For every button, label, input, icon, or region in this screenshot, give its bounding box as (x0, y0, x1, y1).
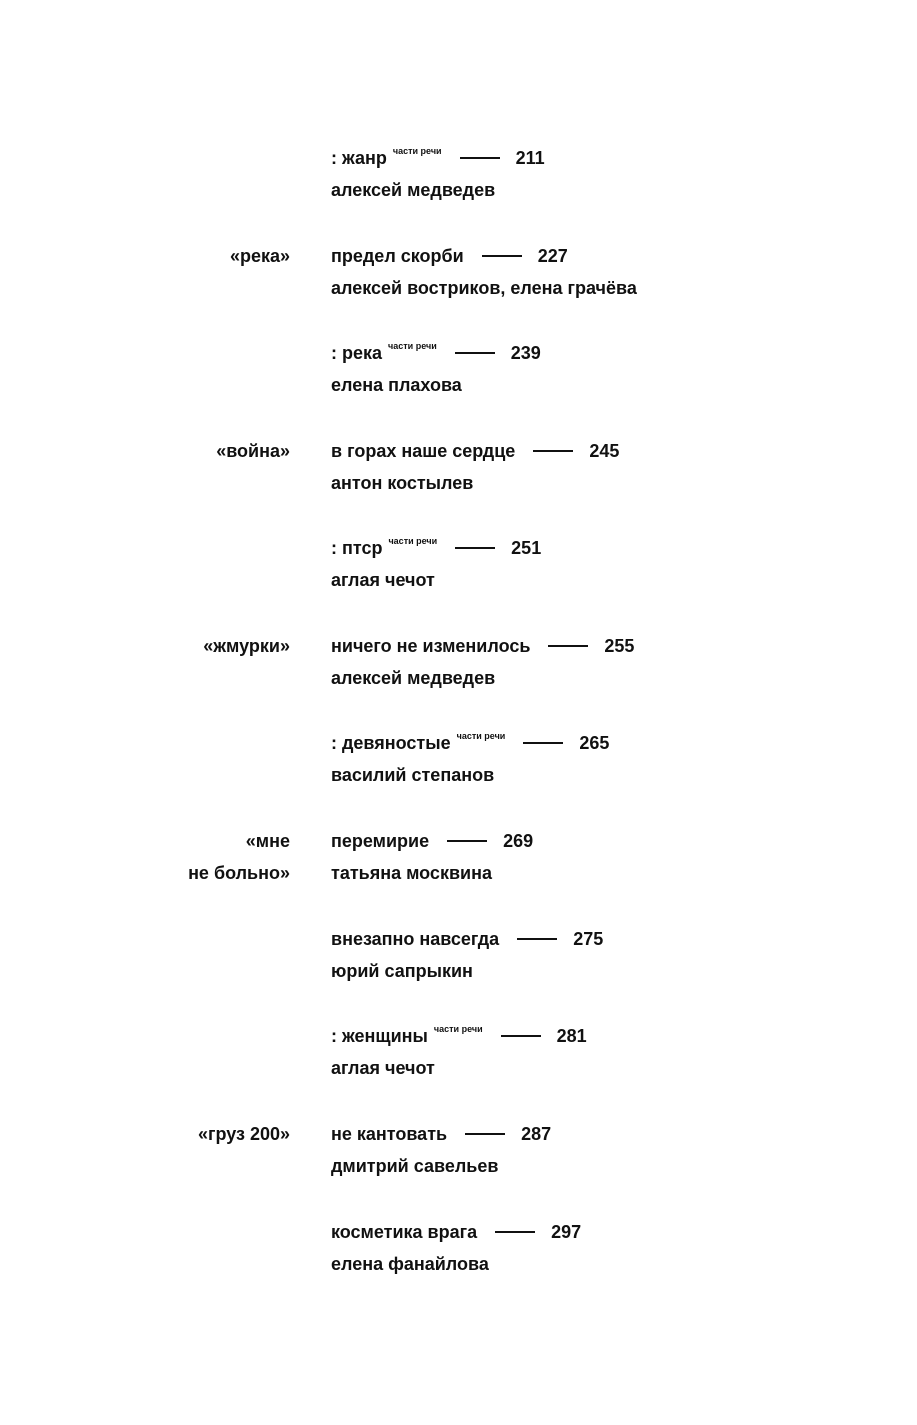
dash-divider (548, 645, 588, 647)
entry-author: татьяна москвина (331, 863, 492, 883)
page-number: 239 (510, 343, 541, 363)
toc-entry[interactable] (331, 337, 891, 401)
toc-entry[interactable] (331, 727, 891, 791)
entry-author: алексей востриков, елена грачёва (331, 278, 637, 298)
section-label-line: «война» (216, 441, 290, 461)
page-number: 227 (537, 246, 568, 266)
entry-author: юрий сапрыкин (331, 961, 473, 981)
entry-rubric: части речи (388, 536, 438, 546)
page-number: 269 (503, 831, 534, 851)
dash-divider (523, 742, 563, 744)
dash-divider (465, 1133, 505, 1135)
section-label-mne-ne-bolno (188, 825, 290, 889)
toc-entry[interactable] (331, 1118, 891, 1182)
dash-divider (533, 450, 573, 452)
dash-divider (482, 255, 522, 257)
toc-entry[interactable] (331, 532, 891, 596)
entry-title-row (331, 1020, 891, 1052)
toc-entry[interactable] (331, 142, 891, 206)
entry-author: василий степанов (331, 765, 495, 785)
entry-author: аглая чечот (331, 1058, 435, 1078)
entry-author: аглая чечот (331, 570, 435, 590)
entry-title: : птср (331, 538, 383, 558)
section-label-line: «груз 200» (197, 1124, 290, 1144)
dash-divider (455, 547, 495, 549)
page-number: 287 (521, 1124, 552, 1144)
entry-title-row (331, 1216, 891, 1248)
entry-title: в горах наше сердце (331, 441, 516, 461)
dash-divider (495, 1231, 535, 1233)
entry-title: предел скорби (331, 246, 464, 266)
section-label-line: «мне (245, 831, 290, 851)
entry-title-row (331, 532, 891, 564)
entry-title: внезапно навсегда (331, 929, 500, 949)
dash-divider (501, 1035, 541, 1037)
entry-title: : река (331, 343, 383, 363)
dash-divider (517, 938, 557, 940)
section-label-zhmurki (203, 630, 290, 662)
entry-author: антон костылев (331, 473, 474, 493)
entry-title-row (331, 337, 891, 369)
entry-rubric: части речи (433, 1024, 483, 1034)
section-label-voina (216, 435, 290, 467)
entry-title-row (331, 727, 891, 759)
entry-title: перемирие (331, 831, 430, 851)
page-number: 211 (515, 148, 545, 168)
toc-entry[interactable] (331, 630, 891, 694)
dash-divider (455, 352, 495, 354)
page-number: 255 (604, 636, 635, 656)
entry-title: : женщины (331, 1026, 428, 1046)
entry-title: : жанр (331, 148, 387, 168)
page-number: 281 (556, 1026, 587, 1046)
toc-entry[interactable] (331, 240, 891, 304)
toc-entry[interactable] (331, 435, 891, 499)
page-number: 275 (573, 929, 604, 949)
entry-rubric: части речи (392, 146, 442, 156)
entry-title: косметика врага (331, 1222, 478, 1242)
entry-author: дмитрий савельев (331, 1156, 499, 1176)
entry-title-row (331, 1118, 891, 1150)
dash-divider (460, 157, 500, 159)
toc-entry[interactable] (331, 1020, 891, 1084)
toc-entry[interactable] (331, 923, 891, 987)
section-label-line: не больно» (188, 863, 290, 883)
toc-entry[interactable] (331, 1216, 891, 1280)
entry-rubric: части речи (388, 341, 437, 351)
entry-title-row (331, 240, 891, 272)
page-number: 265 (579, 733, 610, 753)
entry-author: алексей медведев (331, 668, 496, 688)
section-label-gruz-200 (198, 1118, 290, 1150)
section-label-line: «жмурки» (203, 636, 290, 656)
entry-author: алексей медведев (331, 180, 496, 200)
entry-title: ничего не изменилось (331, 636, 531, 656)
section-label-line: «река» (229, 246, 290, 266)
entry-author: елена фанайлова (331, 1254, 489, 1274)
entry-title: : девяностые (331, 733, 451, 753)
entry-title-row (331, 630, 891, 662)
dash-divider (447, 840, 487, 842)
entry-rubric: части речи (456, 731, 506, 741)
entry-title: не кантовать (331, 1124, 448, 1144)
entry-title-row (331, 435, 891, 467)
entry-title-row (331, 142, 891, 174)
page-number: 245 (589, 441, 620, 461)
section-label-reka (230, 240, 290, 272)
entry-title-row (331, 923, 891, 955)
toc-entry[interactable] (331, 825, 891, 889)
page-number: 297 (551, 1222, 582, 1242)
entry-title-row (331, 825, 891, 857)
entry-author: елена плахова (331, 375, 462, 395)
page-number: 251 (511, 538, 542, 558)
